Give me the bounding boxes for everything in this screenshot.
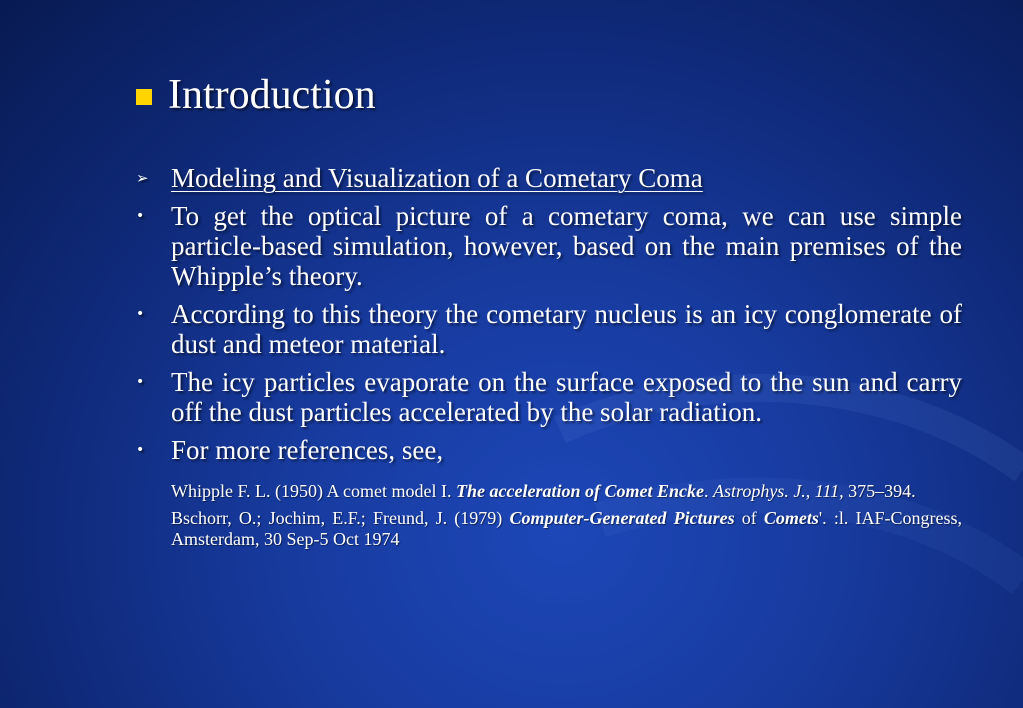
ref-authors: Bschorr, O.; Jochim, E.F.; Freund, J. (1979)	[171, 508, 510, 528]
bullet-item	[136, 299, 962, 359]
title-row	[136, 70, 376, 120]
dot-bullet-icon: •	[136, 208, 145, 224]
ref-pages: 375–394.	[843, 481, 916, 501]
ref-connector: of	[734, 508, 764, 528]
reference-bschorr	[171, 508, 962, 550]
dot-bullet-icon: •	[136, 306, 145, 322]
ref-separator: .	[703, 481, 713, 501]
dot-bullet-icon: •	[136, 442, 145, 458]
bullet-text: To get the optical picture of a cometary coma, we can use simple particle-based simulation, however, based on the main premises of the Whipple’s theory.	[171, 201, 962, 291]
bullet-item	[136, 367, 962, 427]
ref-title: Comets	[763, 508, 819, 528]
square-bullet-icon	[136, 89, 152, 105]
ref-venue: '. :l. IAF-Congress, Amsterdam, 30 Sep-5 Oct 1974	[171, 508, 962, 549]
bullet-text: For more references, see,	[171, 435, 444, 465]
ref-title: Computer-Generated Pictures	[509, 508, 735, 528]
ref-title: The acceleration of Comet Encke	[456, 481, 704, 501]
bullet-text: The icy particles evaporate on the surface exposed to the sun and carry off the dust particles accelerated by the solar radiation.	[171, 367, 962, 427]
dot-bullet-icon: •	[136, 374, 145, 390]
bullet-item	[136, 201, 962, 291]
content-body	[136, 163, 962, 550]
subheading-item	[136, 163, 962, 193]
reference-whipple	[171, 481, 962, 502]
arrow-bullet-icon: ➢	[136, 169, 149, 187]
slide-title: Introduction	[168, 72, 376, 118]
ref-journal: Astrophys. J., 111,	[712, 481, 844, 501]
references	[171, 481, 962, 550]
bullet-text: According to this theory the cometary nucleus is an icy conglomerate of dust and meteor material.	[171, 299, 962, 359]
subheading-link[interactable]: Modeling and Visualization of a Cometary Coma	[171, 163, 703, 193]
ref-authors: Whipple F. L. (1950) A comet model I.	[171, 481, 457, 501]
bullet-item	[136, 435, 962, 465]
